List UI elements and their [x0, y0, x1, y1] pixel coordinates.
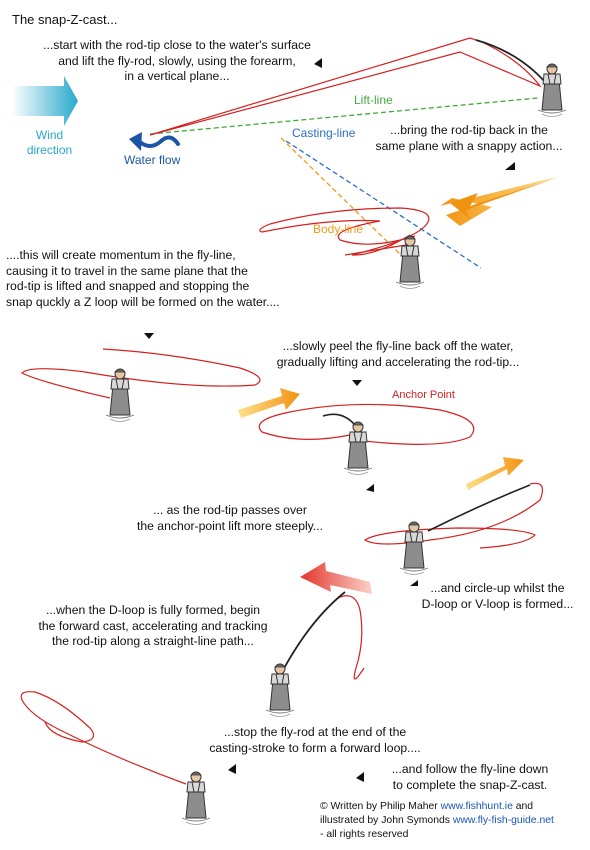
- angler-figure-icon: [344, 422, 372, 475]
- credit-author-text: © Written by Philip Maher: [320, 801, 441, 812]
- angler-figure-icon: [182, 772, 210, 825]
- lift-line-label: Lift-line: [354, 93, 393, 107]
- water-flow-label: Water flow: [124, 153, 181, 167]
- scene-circle-up: [365, 483, 542, 574]
- anchor-point-label: Anchor Point: [392, 389, 455, 401]
- body-line-label: Body-line: [313, 222, 364, 236]
- water-flow-icon: [129, 132, 178, 151]
- motion-arrow-icon: [466, 457, 524, 490]
- motion-arrow-icon: [238, 388, 300, 418]
- diagram-title: The snap-Z-cast...: [12, 12, 118, 27]
- pointer-triangle-icon: [228, 764, 236, 774]
- step-6-text: ...and circle-up whilst the D-loop or V-loop is formed...: [421, 581, 574, 611]
- step-9-text: ...and follow the fly-line down to complete the snap-Z-cast.: [391, 762, 549, 792]
- step-1-text: ...start with the rod-tip close to the water's surface and lift the fly-rod, slowly, using the forearm, in a vertical plane...: [43, 38, 311, 83]
- credit-line-1: [320, 800, 533, 814]
- pointer-triangle-icon: [356, 772, 364, 782]
- angler-figure-icon: [396, 236, 424, 289]
- angler-figure-icon: [106, 369, 134, 422]
- wind-direction-label: Wind direction: [26, 128, 73, 157]
- step-2-text: ...bring the rod-tip back in the same plane with a snappy action...: [375, 123, 563, 153]
- pointer-triangle-icon: [352, 380, 362, 386]
- step-5-text: ... as the rod-tip passes over the anchor-point lift more steeply...: [136, 503, 324, 533]
- scene-follow-down: [21, 692, 210, 825]
- credit-line-3: - all rights reserved: [320, 829, 409, 840]
- casting-line-label: Casting-line: [292, 126, 356, 140]
- pointer-triangle-icon: [144, 333, 154, 339]
- angler-figure-icon: [266, 664, 294, 717]
- angler-figure-icon: [538, 64, 566, 117]
- motion-arrow-icon: [450, 178, 556, 219]
- credit-line-2: [320, 814, 554, 828]
- fishhunt-link[interactable]: www.fishhunt.ie: [440, 801, 513, 812]
- fly-fish-guide-link[interactable]: www.fly-fish-guide.net: [452, 815, 554, 826]
- step-8-text: ...stop the fly-rod at the end of the casting-stroke to form a forward loop....: [209, 725, 421, 755]
- step-3-text: ....this will create momentum in the fly-line, causing it to travel in the same plane that the rod-tip is lifted and snapped and stopping the snap quckly a Z loop will be formed on the water....: [6, 248, 280, 309]
- pointer-triangle-icon: [366, 484, 374, 492]
- body-line: [281, 138, 404, 258]
- pointer-triangle-icon: [505, 162, 515, 170]
- scene-peel: [22, 349, 260, 422]
- scene-anchor: [259, 404, 474, 474]
- credit-illustrator-text: illustrated by John Symonds: [320, 815, 453, 826]
- motion-arrow-icon: [300, 562, 372, 594]
- credit-and-text: and: [512, 801, 534, 812]
- step-7-text: ...when the D-loop is fully formed, begin the forward cast, accelerating and tracking the rod-tip along a straight-line path...: [38, 603, 268, 648]
- step-4-text: ...slowly peel the fly-line back off the water, gradually lifting and accelerating the rod-tip...: [276, 339, 520, 369]
